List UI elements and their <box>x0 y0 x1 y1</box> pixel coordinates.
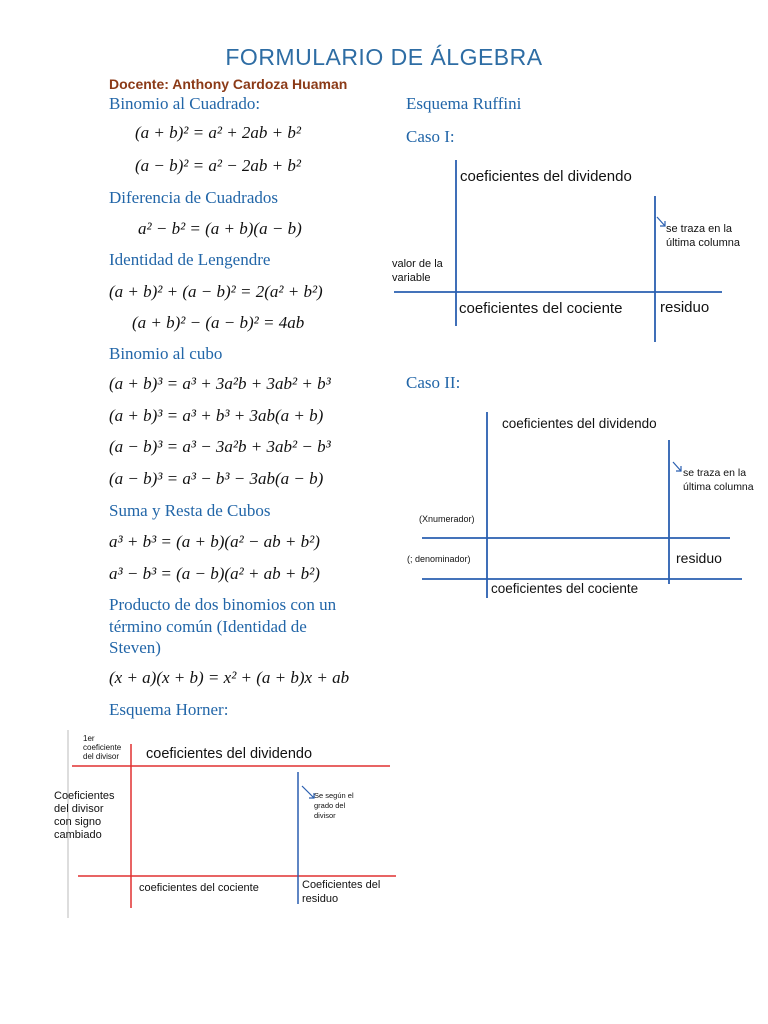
horner-dividendo-label: coeficientes del dividendo <box>146 746 313 762</box>
horner-divisor-label: Coeficientes del divisor con signo cambiado <box>54 790 115 841</box>
caso1-dividendo-label: coeficientes del dividendo <box>460 168 632 185</box>
caso2-residuo-label: residuo <box>676 550 722 566</box>
heading-ruffini: Esquema Ruffini <box>406 94 522 113</box>
horner-first-coef-label: 1er coeficiente del divisor <box>83 734 122 761</box>
heading-steven-line3: Steven) <box>109 638 161 657</box>
page-title: FORMULARIO DE ÁLGEBRA <box>225 44 543 70</box>
caso2-numerador-label: (Xnumerador) <box>419 514 475 524</box>
heading-binomio-cuadrado: Binomio al Cuadrado: <box>109 94 261 113</box>
caso1-valor-label: valor de la variable <box>392 258 443 284</box>
caso1-residuo-label: residuo <box>660 299 710 316</box>
author-line: Docente: Anthony Cardoza Huaman <box>109 76 348 92</box>
heading-caso-2: Caso II: <box>406 373 461 392</box>
caso2-arrow-icon <box>673 462 681 471</box>
heading-diferencia-cuadrados: Diferencia de Cuadrados <box>109 188 278 207</box>
formula-binomio-cuadrado-resta: (a − b)² = a² − 2ab + b² <box>135 156 301 175</box>
formula-binomio-cuadrado-suma: (a + b)² = a² + 2ab + b² <box>135 123 301 142</box>
formula-resta-cubos: a³ − b³ = (a − b)(a² + ab + b²) <box>109 564 320 583</box>
formula-suma-cubos: a³ + b³ = (a + b)(a² − ab + b²) <box>109 532 320 551</box>
horner-residuo-label: Coeficientes del residuo <box>302 879 381 905</box>
heading-caso-1: Caso I: <box>406 127 455 146</box>
caso2-traza-label: se traza en la última columna <box>683 467 754 493</box>
heading-legendre: Identidad de Lengendre <box>109 250 271 269</box>
formula-legendre-suma: (a + b)² + (a − b)² = 2(a² + b²) <box>109 282 323 301</box>
caso2-dividendo-label: coeficientes del dividendo <box>502 416 657 431</box>
formula-legendre-resta: (a + b)² − (a − b)² = 4ab <box>132 313 305 332</box>
caso1-cociente-label: coeficientes del cociente <box>459 300 623 317</box>
caso2-denominador-label: (; denominador) <box>407 554 471 564</box>
formula-binomio-cubo-3: (a − b)³ = a³ − 3a²b + 3ab² − b³ <box>109 437 331 456</box>
horner-cociente-label: coeficientes del cociente <box>139 882 259 894</box>
formula-diferencia-cuadrados: a² − b² = (a + b)(a − b) <box>138 219 302 238</box>
formula-binomio-cubo-4: (a − b)³ = a³ − b³ − 3ab(a − b) <box>109 469 324 488</box>
formula-binomio-cubo-1: (a + b)³ = a³ + 3a²b + 3ab² + b³ <box>109 374 331 393</box>
horner-grado-label: Se según el grado del divisor <box>314 791 354 820</box>
heading-steven-line1: Producto de dos binomios con un <box>109 595 337 614</box>
heading-horner: Esquema Horner: <box>109 700 229 719</box>
heading-binomio-cubo: Binomio al cubo <box>109 344 223 363</box>
formula-steven: (x + a)(x + b) = x² + (a + b)x + ab <box>109 668 350 687</box>
caso1-traza-label: se traza en la última columna <box>666 223 740 249</box>
formula-binomio-cubo-2: (a + b)³ = a³ + b³ + 3ab(a + b) <box>109 406 324 425</box>
caso2-cociente-label: coeficientes del cociente <box>491 581 639 596</box>
heading-steven-line2: término común (Identidad de <box>109 617 307 636</box>
heading-cubos: Suma y Resta de Cubos <box>109 501 271 520</box>
